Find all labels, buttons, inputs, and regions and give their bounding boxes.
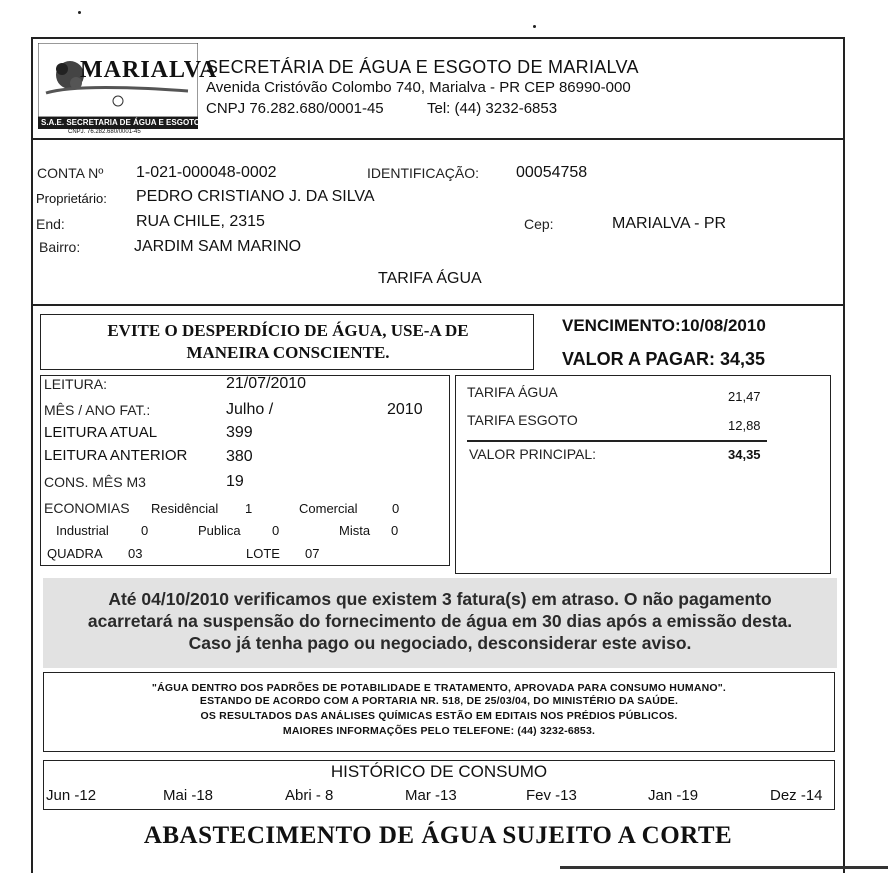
divider (467, 440, 767, 442)
warning-line-2: MANEIRA CONSCIENTE. (186, 343, 390, 362)
company-address: Avenida Cristóvão Colombo 740, Marialva - PR CEP 86990-000 (206, 79, 631, 96)
quality-line-4: MAIORES INFORMAÇÕES PELO TELEFONE: (44) 3232-6853. (282, 725, 596, 737)
history-title: HISTÓRICO DE CONSUMO (330, 762, 548, 781)
warning-line-1: EVITE O DESPERDÍCIO DE ÁGUA, USE-A DE (107, 321, 469, 340)
quadra-value: 03 (128, 546, 143, 561)
valor-principal-value: 34,35 (728, 447, 761, 462)
valor-principal-label: VALOR PRINCIPAL: (469, 446, 597, 462)
divider (31, 304, 845, 306)
address-label: End: (36, 216, 65, 232)
history-item: Abri - 8 (285, 787, 334, 804)
comercial-label: Comercial (299, 501, 358, 516)
divider (31, 138, 845, 140)
leitura-atual-label: LEITURA ATUAL (44, 424, 158, 441)
company-phone: Tel: (44) 3232-6853 (427, 100, 558, 117)
residencial-value: 1 (245, 501, 253, 516)
scan-speck (533, 25, 536, 28)
company-title: SECRETÁRIA DE ÁGUA E ESGOTO DE MARIALVA (206, 57, 639, 77)
comercial-value: 0 (392, 501, 400, 516)
leitura-anterior-label: LEITURA ANTERIOR (44, 447, 188, 464)
tarifa-agua-value: 21,47 (728, 389, 761, 404)
footer-warning: ABASTECIMENTO DE ÁGUA SUJEITO A CORTE (143, 822, 733, 849)
tarifa-agua-label: TARIFA ÁGUA (467, 384, 558, 400)
cep-value: MARIALVA - PR (612, 215, 727, 232)
consumo-value: 19 (226, 473, 244, 490)
company-logo (38, 43, 218, 135)
quality-box (43, 672, 835, 752)
scan-edge (560, 866, 888, 869)
quality-line-1: "ÁGUA DENTRO DOS PADRÕES DE POTABILIDADE E TRATAMENTO, APROVADA PARA CONSUMO HUMANO". (151, 682, 727, 694)
industrial-label: Industrial (56, 523, 109, 538)
mista-value: 0 (391, 523, 399, 538)
mes-value: Julho / (226, 401, 274, 418)
logo-subtext: S.A.E. SECRETARIA DE ÁGUA E ESGOTO (41, 118, 201, 127)
overdue-notice (43, 578, 837, 668)
quadra-label: QUADRA (47, 546, 103, 561)
industrial-value: 0 (141, 523, 149, 538)
lote-value: 07 (305, 546, 320, 561)
mista-label: Mista (339, 523, 371, 538)
address-value: RUA CHILE, 2315 (136, 213, 265, 230)
tarifa-esgoto-label: TARIFA ESGOTO (467, 412, 578, 428)
economias-label: ECONOMIAS (44, 500, 130, 516)
company-cnpj: CNPJ 76.282.680/0001-45 (206, 100, 384, 117)
notice-line-2: acarretará na suspensão do fornecimento de água em 30 dias após a emissão desta. (87, 611, 793, 631)
identificacao-label: IDENTIFICAÇÃO: (367, 165, 480, 181)
leitura-value: 21/07/2010 (226, 375, 307, 392)
warning-box (40, 314, 534, 370)
quality-line-3: OS RESULTADOS DAS ANÁLISES QUÍMICAS ESTÃO EM EDITAIS NOS PRÉDIOS PÚBLICOS. (200, 710, 678, 722)
history-item: Dez -14 (770, 787, 823, 804)
tarifa-esgoto-value: 12,88 (728, 418, 761, 433)
due-date: VENCIMENTO:10/08/2010 (562, 316, 766, 335)
owner-value: PEDRO CRISTIANO J. DA SILVA (136, 188, 375, 205)
tariff-type: TARIFA ÁGUA (378, 270, 482, 287)
lote-label: LOTE (246, 546, 280, 561)
identificacao-value: 00054758 (516, 164, 588, 181)
history-item: Mai -18 (163, 787, 214, 804)
mes-label: MÊS / ANO FAT.: (44, 402, 151, 418)
leitura-anterior-value: 380 (226, 448, 253, 465)
consumo-label: CONS. MÊS M3 (44, 474, 146, 490)
notice-line-3: Caso já tenha pago ou negociado, desconsiderar este aviso. (188, 633, 692, 653)
leitura-label: LEITURA: (44, 376, 108, 392)
leitura-atual-value: 399 (226, 424, 253, 441)
publica-value: 0 (272, 523, 280, 538)
cep-label: Cep: (524, 216, 554, 232)
publica-label: Publica (198, 523, 241, 538)
logo-cnpj: CNPJ. 76.282.680/0001-45 (68, 129, 141, 135)
conta-label: CONTA Nº (37, 165, 104, 181)
notice-line-1: Até 04/10/2010 verificamos que existem 3 fatura(s) em atraso. O não pagamento (108, 589, 772, 609)
scan-speck (78, 11, 81, 14)
residencial-label: Residêncial (151, 501, 219, 516)
bairro-label: Bairro: (39, 239, 81, 255)
amount-due: VALOR A PAGAR: 34,35 (562, 349, 766, 369)
logo-wordmark: MARIALVA (80, 57, 218, 83)
conta-value: 1-021-000048-0002 (136, 164, 277, 181)
bairro-value: JARDIM SAM MARINO (134, 238, 302, 255)
history-item: Jan -19 (648, 787, 699, 804)
owner-label: Proprietário: (36, 191, 107, 206)
history-item: Mar -13 (405, 787, 457, 804)
quality-line-2: ESTANDO DE ACORDO COM A PORTARIA NR. 518, DE 25/03/04, DO MINISTÉRIO DA SAÚDE. (199, 695, 679, 707)
history-item: Jun -12 (46, 787, 97, 804)
history-item: Fev -13 (526, 787, 577, 804)
charges-box (455, 375, 831, 574)
ano-value: 2010 (387, 401, 423, 418)
